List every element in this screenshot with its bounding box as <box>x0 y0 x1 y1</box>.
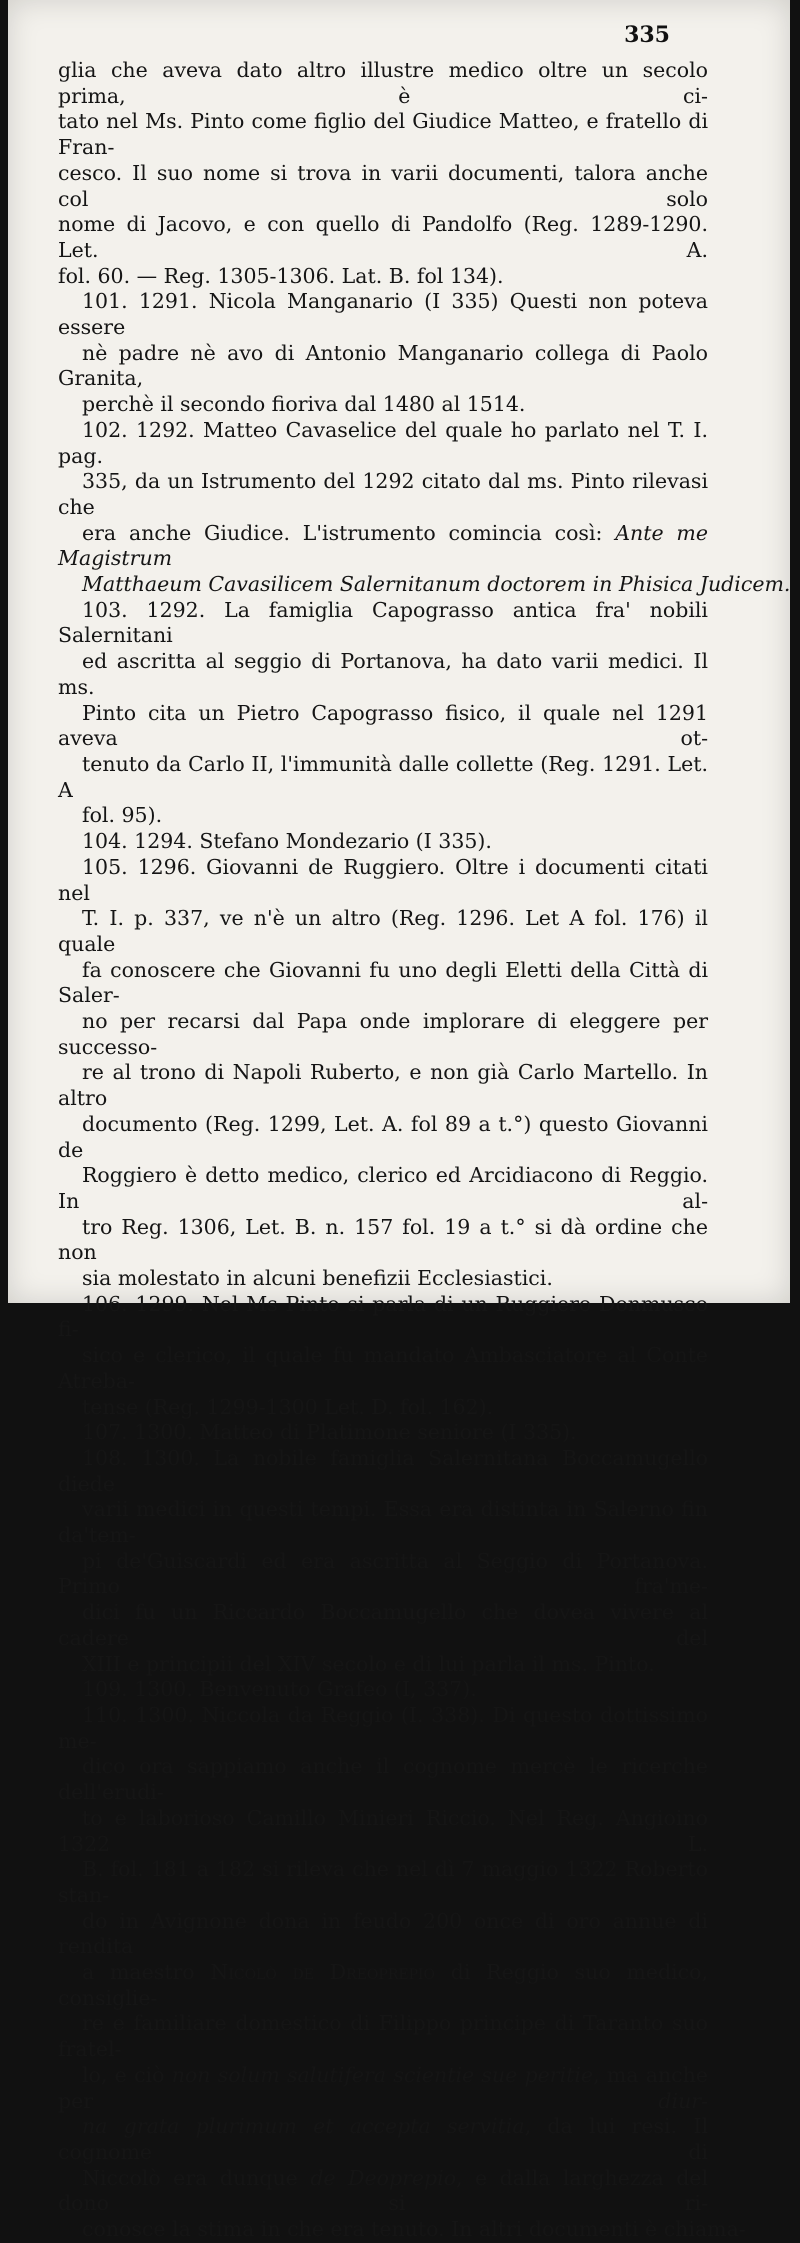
text-line <box>58 1857 708 1908</box>
paragraph <box>58 58 708 289</box>
text-segment: sia molestato in alcuni benefizii Ecclesiastici. <box>82 1266 553 1291</box>
text-line <box>58 1703 708 1754</box>
text-segment: Ante me Magistrum <box>58 520 708 571</box>
text-segment: sico e clerico, il quale fu mandato Ambasciatore al Conte Atreba- <box>58 1343 708 1393</box>
text-line <box>58 572 791 598</box>
text-segment: dico ora sappiamo anche il cognome mercè le ricerche dell'erudi- <box>58 1754 708 1805</box>
text-line <box>58 2063 708 2114</box>
text-segment: de Deoprepio <box>310 2165 457 2190</box>
text-segment: Nicolò de Dreoprepio <box>210 1960 436 1985</box>
text-line <box>58 161 708 212</box>
text-line <box>58 1600 708 1651</box>
text-segment: 101. 1291. Nicola Manganario (I 335) Questi non poteva essere <box>58 289 708 340</box>
paragraph <box>58 1703 746 2243</box>
text-line <box>58 1060 708 1111</box>
text-segment: era anche Giudice. L'istrumento comincia così: <box>82 520 616 545</box>
text-segment: 107. 1300. Matteo di Platimone seniore (I 335). <box>82 1420 577 1445</box>
text-line <box>58 2011 708 2062</box>
text-segment: T. I. p. 337, ve n'è un altro (Reg. 1296. Let A fol. 176) il quale <box>58 906 708 956</box>
text-line <box>58 1677 708 1703</box>
text-line <box>58 829 708 855</box>
text-segment: perchè il secondo fioriva dal 1480 al 1514. <box>82 392 526 417</box>
text-segment: cesco. Il suo nome si trova in varii documenti, talora anche col solo <box>58 160 708 211</box>
paragraph <box>58 289 708 418</box>
text-line <box>58 701 708 752</box>
text-segment: , e dalla larghezza del dono si ri- <box>58 2165 708 2216</box>
text-segment: re e familiare domestico di Filippo principe di Taranto suo fratel- <box>58 2011 708 2062</box>
text-segment: tato nel Ms. Pinto come figlio del Giudice Matteo, e fratello di Fran- <box>58 109 708 160</box>
text-segment: fol. 60. — Reg. 1305-1306. Lat. B. fol 134). <box>58 263 504 288</box>
paragraph <box>58 1420 708 1446</box>
text-line <box>58 906 708 957</box>
text-segment: tro Reg. 1306, Let. B. n. 157 fol. 19 a t.° si dà ordine che non <box>58 1214 708 1265</box>
text-line <box>58 469 708 520</box>
text-segment: conosce la stima in che era tenuto. In altri documenti è chiama- <box>82 2217 746 2242</box>
text-segment: B. fol. 181 a 182 si rileva che nel dì 7 maggio 1322 Roberto stan- <box>58 1857 708 1907</box>
text-segment: dici fu un Riccardo Boccamugello che dovea vivere al cadere del <box>58 1600 708 1650</box>
paragraph <box>58 417 791 598</box>
text-segment: ed ascritta al seggio di Portanova, ha dato varii medici. Il ms. <box>58 649 708 699</box>
text-line <box>58 289 708 340</box>
paragraph <box>58 829 708 855</box>
text-segment: pi de'Guiscardi ed era ascritta al Seggio di Portanova. Primo fra'me- <box>58 1548 708 1599</box>
text-line <box>58 1009 708 1060</box>
text-line <box>58 521 708 572</box>
text-line <box>58 1343 708 1394</box>
text-line <box>58 392 708 418</box>
text-segment: documento (Reg. 1299, Let. A. fol 89 a t.°) questo Giovanni de <box>58 1111 708 1162</box>
text-line <box>58 1163 708 1214</box>
text-line <box>58 1497 708 1548</box>
text-line <box>58 58 708 109</box>
text-line <box>58 1266 708 1292</box>
text-segment: to e laborioso Camillo Minieri Riccio. Nel Reg. Angioino 1322 L. <box>58 1805 708 1856</box>
text-segment: nè padre nè avo di Antonio Manganario collega di Paolo Granita, <box>58 340 708 391</box>
text-segment: no per recarsi dal Papa onde implorare di eleggere per successo- <box>58 1009 708 1059</box>
text-segment: glia che aveva dato altro illustre medico oltre un secolo prima, è ci- <box>58 58 708 108</box>
text-segment: 105. 1296. Giovanni de Ruggiero. Oltre i documenti citati nel <box>58 854 708 905</box>
text-line <box>58 264 708 290</box>
page-number: 335 <box>624 22 670 48</box>
text-segment: re al trono di Napoli Ruberto, e non già Carlo Martello. In altro <box>58 1060 708 1111</box>
text-segment: non solum salutifera scientie sue peritie <box>171 2062 594 2087</box>
text-line <box>58 341 708 392</box>
text-line <box>58 2217 746 2243</box>
text-segment: lo, e ciò <box>82 2062 172 2087</box>
paragraph <box>58 1677 708 1703</box>
text-segment: nome di Jacovo, e con quello di Pandolfo (Reg. 1289-1290. Let. A. <box>58 212 708 262</box>
text-segment: Pinto cita un Pietro Capograsso fisico, il quale nel 1291 aveva ot- <box>58 700 708 751</box>
text-segment: diur- <box>658 2088 708 2113</box>
text-segment: 103. 1292. La famiglia Capograsso antica fra' nobili Salernitani <box>58 597 708 648</box>
text-segment: na grata plurimum et accepta servitia <box>82 2114 525 2139</box>
text-line <box>58 212 708 263</box>
text-segment: 110. 1300. Niccola da Reggio (I. 338). Di questo dottissimo me- <box>58 1703 708 1753</box>
text-line <box>58 1549 708 1600</box>
text-line <box>58 1292 708 1343</box>
book-page <box>8 0 791 2242</box>
paragraph <box>58 855 708 1292</box>
text-line <box>58 598 708 649</box>
text-segment: , ma anche per <box>58 2062 708 2113</box>
text-segment: varii medici in questi tempi. Essa era distinta in Salerno fin da'tem- <box>58 1497 708 1548</box>
text-segment: , da lui resi. Il cognome di <box>58 2114 709 2164</box>
text-line <box>58 1446 708 1497</box>
text-line <box>58 1909 708 1960</box>
text-line <box>58 1215 708 1266</box>
text-line <box>58 1754 708 1805</box>
paragraph <box>58 598 708 829</box>
text-segment: di Reggio suo medico, consiglie- <box>58 1960 708 2010</box>
text-line <box>58 418 708 469</box>
paragraph <box>58 1292 708 1421</box>
text-segment: 108. 1300. La nobile famiglia Salernitana Boccamugello diede <box>58 1445 708 1496</box>
text-line <box>58 855 708 906</box>
text-line <box>58 1960 708 2011</box>
text-segment: XIII e principii del XIV secolo e di lui parla il ms. Pinto. <box>82 1651 655 1676</box>
text-segment: 102. 1292. Matteo Cavaselice del quale ho parlato nel T. I. pag. <box>58 417 708 468</box>
text-line <box>58 803 708 829</box>
paragraph <box>58 1446 708 1677</box>
text-segment: 104. 1294. Stefano Mondezario (I 335). <box>82 829 492 854</box>
text-line <box>58 649 708 700</box>
text-segment: tense (Reg. 1299-1300 Let. D. fol. 162). <box>82 1394 494 1419</box>
text-segment: do in Avignone dona in feudo 200 once di oro annue di rendita <box>58 1908 708 1959</box>
text-segment: fa conoscere che Giovanni fu uno degli Eletti della Città di Saler- <box>58 957 708 1008</box>
text-segment: Roggiero è detto medico, clerico ed Arcidiacono di Reggio. In al- <box>58 1163 708 1213</box>
text-segment: 109. 1300. Benvenuto Grafeo (I, 337). <box>82 1677 477 1702</box>
text-segment: 335, da un Istrumento del 1292 citato dal ms. Pinto rilevasi che <box>58 469 708 519</box>
text-segment: Niccolò era dunque <box>82 2165 311 2190</box>
text-line <box>58 2166 708 2217</box>
text-line <box>58 1652 708 1678</box>
text-line <box>58 1806 708 1857</box>
text-segment: a maestro <box>82 1960 211 1985</box>
text-line <box>58 958 708 1009</box>
text-segment: Matthaeum Cavasilicem Salernitanum doctorem in Phisica Judicem. <box>82 572 791 597</box>
text-line <box>58 1112 708 1163</box>
text-line <box>58 752 708 803</box>
text-line <box>58 109 708 160</box>
text-segment: fol. 95). <box>82 803 163 828</box>
text-segment: tenuto da Carlo II, l'immunità dalle collette (Reg. 1291. Let. A <box>58 751 708 802</box>
body-text <box>58 58 791 2243</box>
text-line <box>58 2114 708 2165</box>
text-line <box>58 1395 708 1421</box>
text-segment: 106. 1299. Nel Ms Pinto si parla di un Ruggiero Donmusco fi- <box>58 1291 708 1342</box>
text-line <box>58 1420 708 1446</box>
